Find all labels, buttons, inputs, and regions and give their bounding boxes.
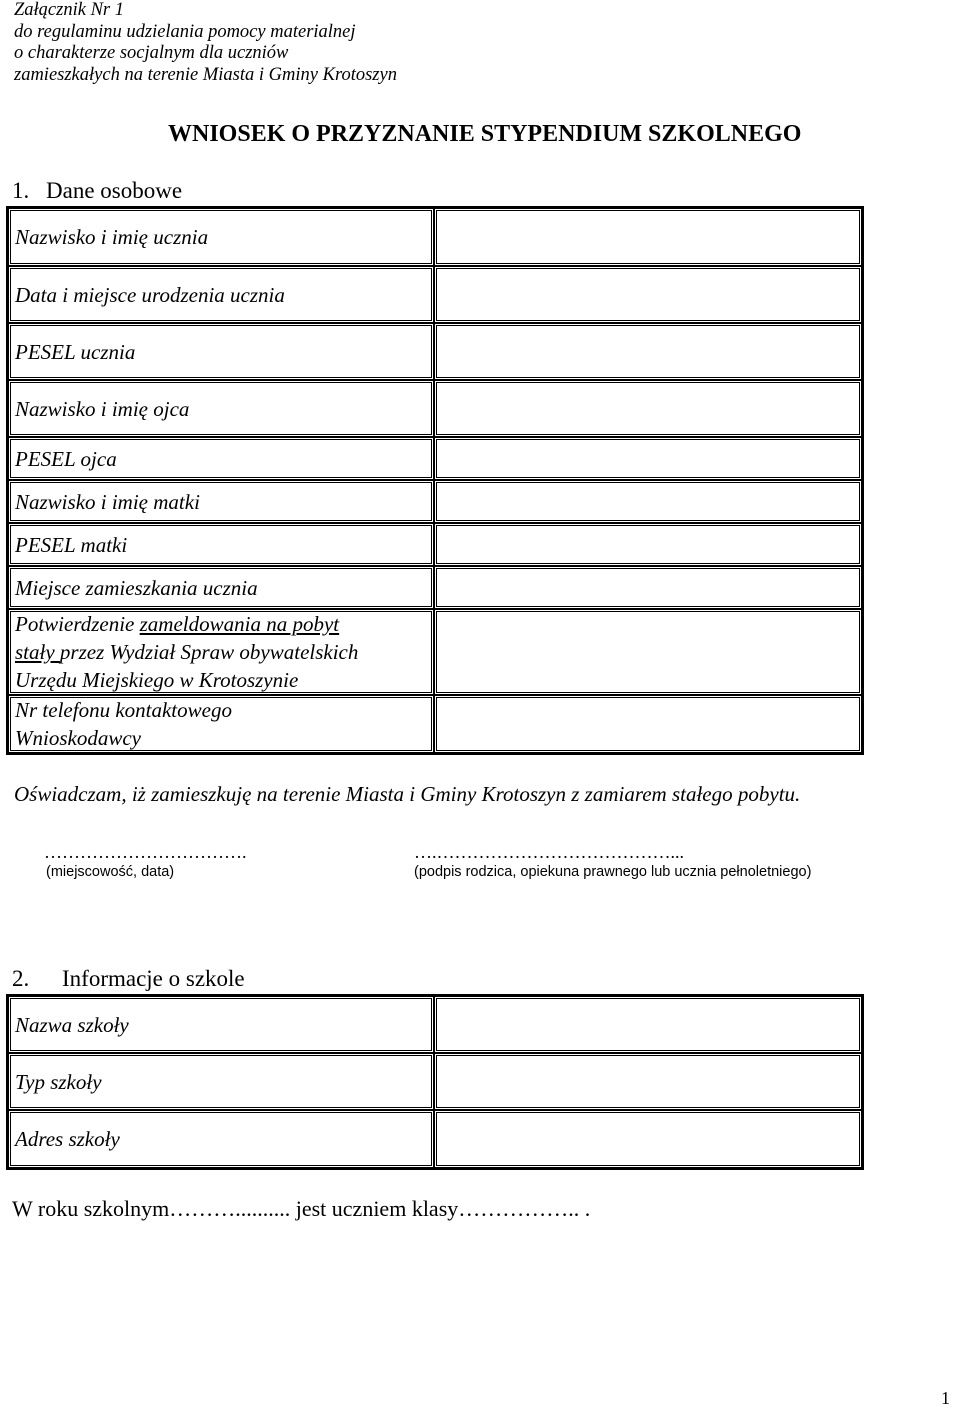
page-number: 1 xyxy=(941,1388,950,1408)
school-year-class-line[interactable]: W roku szkolnym……….......... jest uczniem klasy…………….. . xyxy=(12,1196,591,1221)
label-mother-name: Nazwisko i imię matki xyxy=(8,480,434,523)
field-mother-pesel[interactable] xyxy=(434,523,862,566)
field-phone[interactable] xyxy=(434,695,862,753)
residence-declaration: Oświadczam, iż zamieszkuję na terenie Miasta i Gminy Krotoszyn z zamiarem stałego pobytu. xyxy=(14,782,801,806)
table-row xyxy=(8,208,862,266)
table-row xyxy=(8,480,862,523)
field-student-name[interactable] xyxy=(434,208,862,266)
phone-text-2: Wnioskodawcy xyxy=(15,726,141,750)
personal-data-table xyxy=(6,206,864,755)
label-mother-pesel: PESEL matki xyxy=(8,523,434,566)
table-row xyxy=(8,1053,862,1110)
section-2-title: Informacje o szkole xyxy=(62,966,245,991)
reg-text-2: zameldowania na pobyt xyxy=(139,612,340,636)
section-1-heading xyxy=(12,178,182,204)
table-row xyxy=(8,695,862,753)
field-residence[interactable] xyxy=(434,566,862,609)
header-line-2: do regulaminu udzielania pomocy materialnej xyxy=(14,21,356,42)
table-row xyxy=(8,1110,862,1168)
label-school-type: Typ szkoły xyxy=(8,1053,434,1110)
field-father-name[interactable] xyxy=(434,380,862,437)
signature-label: (podpis rodzica, opiekuna prawnego lub ucznia pełnoletniego) xyxy=(414,864,812,880)
reg-text-4: przez Wydział Spraw obywatelskich xyxy=(59,640,359,664)
field-student-pesel[interactable] xyxy=(434,323,862,380)
label-father-name: Nazwisko i imię ojca xyxy=(8,380,434,437)
place-date-label: (miejscowość, data) xyxy=(46,864,175,880)
reg-text-1: Potwierdzenie xyxy=(15,612,140,636)
label-phone xyxy=(8,695,434,753)
label-school-name: Nazwa szkoły xyxy=(8,996,434,1053)
label-student-pesel: PESEL ucznia xyxy=(8,323,434,380)
table-row xyxy=(8,437,862,480)
signature-dots[interactable]: ….…………………………………... xyxy=(414,842,684,862)
field-birth-date-place[interactable] xyxy=(434,266,862,323)
label-school-address: Adres szkoły xyxy=(8,1110,434,1168)
header-line-1: Załącznik Nr 1 xyxy=(14,0,124,20)
section-1-title: Dane osobowe xyxy=(46,178,183,203)
field-registration-confirmation[interactable] xyxy=(434,609,862,695)
reg-text-3: stały xyxy=(15,640,60,664)
table-row xyxy=(8,566,862,609)
table-row xyxy=(8,996,862,1053)
field-school-name[interactable] xyxy=(434,996,862,1053)
place-date-dots[interactable]: ……………………………. xyxy=(44,842,247,862)
label-birth-date-place: Data i miejsce urodzenia ucznia xyxy=(8,266,434,323)
label-registration-confirmation xyxy=(8,609,434,695)
field-school-type[interactable] xyxy=(434,1053,862,1110)
section-2-heading xyxy=(12,966,245,992)
table-row xyxy=(8,380,862,437)
header-line-4: zamieszkałych na terenie Miasta i Gminy Krotoszyn xyxy=(14,64,397,85)
header-line-3: o charakterze socjalnym dla uczniów xyxy=(14,43,289,63)
section-2-number: 2. xyxy=(12,966,30,991)
phone-text-1: Nr telefonu kontaktowego xyxy=(15,698,232,722)
school-info-table xyxy=(6,994,864,1170)
field-mother-name[interactable] xyxy=(434,480,862,523)
table-row xyxy=(8,323,862,380)
document-title: WNIOSEK O PRZYZNANIE STYPENDIUM SZKOLNEGO xyxy=(168,121,802,147)
section-1-number: 1. xyxy=(12,178,30,203)
label-father-pesel: PESEL ojca xyxy=(8,437,434,480)
reg-text-5: Urzędu Miejskiego w Krotoszynie xyxy=(15,668,299,692)
field-school-address[interactable] xyxy=(434,1110,862,1168)
table-row xyxy=(8,523,862,566)
attachment-header xyxy=(14,0,397,86)
table-row xyxy=(8,609,862,695)
label-student-name: Nazwisko i imię ucznia xyxy=(8,208,434,266)
table-row xyxy=(8,266,862,323)
field-father-pesel[interactable] xyxy=(434,437,862,480)
label-residence: Miejsce zamieszkania ucznia xyxy=(8,566,434,609)
